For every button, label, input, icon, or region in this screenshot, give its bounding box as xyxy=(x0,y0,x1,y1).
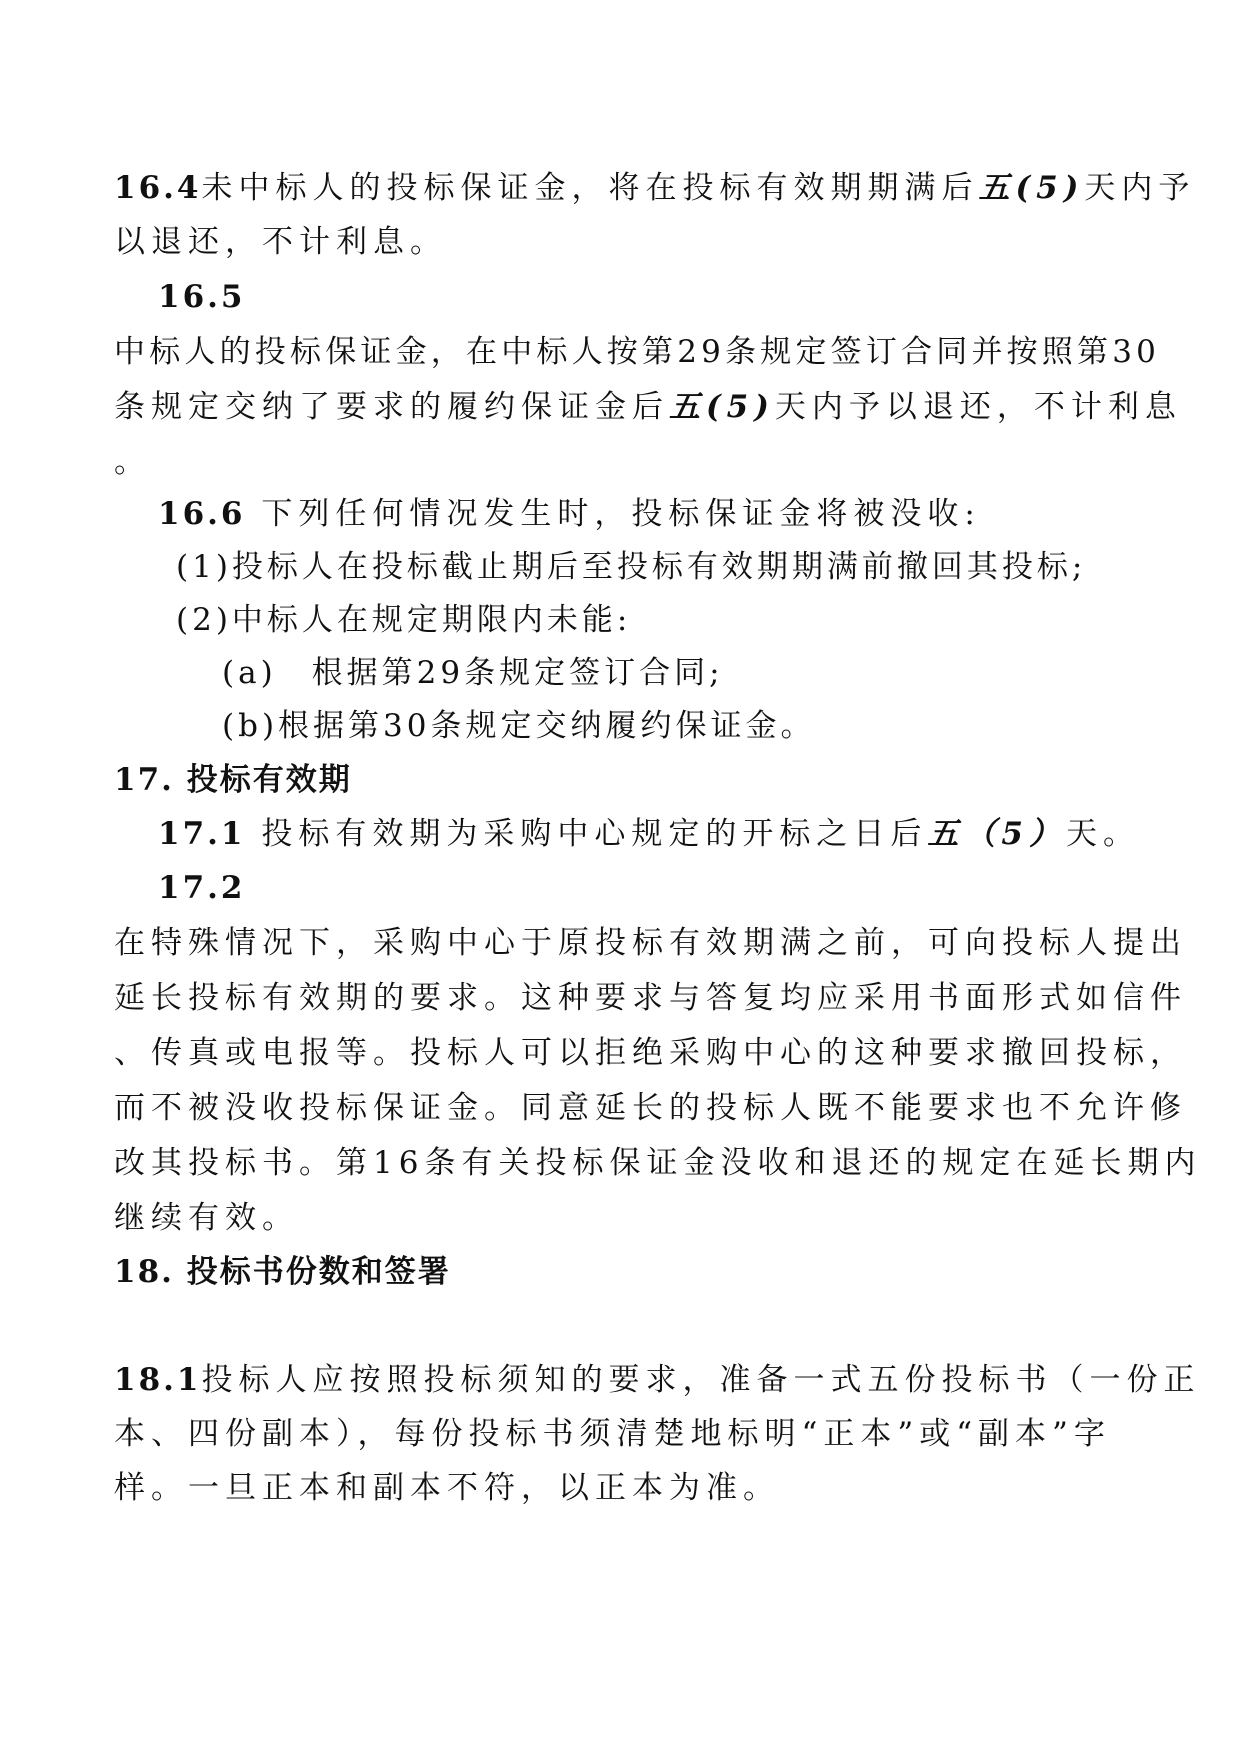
section-heading-17: 17. 投标有效期 xyxy=(114,762,352,798)
paragraph-17-2-line-5: 改其投标书。第16条有关投标保证金没收和退还的规定在延长期内 xyxy=(114,1145,1202,1181)
paragraph-17-2-line-6: 继续有效。 xyxy=(114,1200,299,1236)
clause-text: 投标有效期为采购中心规定的开标之日后 xyxy=(261,816,928,852)
paragraph-16-5-line-3: 。 xyxy=(114,444,151,480)
clause-number: 16.6 xyxy=(158,496,246,532)
clause-text: 下列任何情况发生时，投标保证金将被没收: xyxy=(261,496,981,532)
paragraph-18-1-line-1 xyxy=(114,1360,1201,1400)
days-emphasis: 五（5） xyxy=(927,816,1066,852)
clause-text: 投标人应按照投标须知的要求，准备一式五份投标书（一份正 xyxy=(201,1362,1201,1398)
paragraph-17-2-line-1: 在特殊情况下，采购中心于原投标有效期满之前，可向投标人提出 xyxy=(114,925,1187,961)
list-subitem-a: (a) 根据第29条规定签订合同; xyxy=(222,655,724,691)
clause-number: 17.1 xyxy=(158,816,246,852)
paragraph-16-4-line-2: 以退还，不计利息。 xyxy=(114,224,447,260)
clause-number: 16.4 xyxy=(114,170,202,206)
clause-text: 未中标人的投标保证金，将在投标有效期期满后 xyxy=(201,170,979,206)
list-item-1: (1)投标人在投标截止期后至投标有效期期满前撤回其投标; xyxy=(176,549,1087,585)
paragraph-17-2-line-4: 而不被没收投标保证金。同意延长的投标人既不能要求也不允许修 xyxy=(114,1090,1187,1126)
clause-text: 条规定交纳了要求的履约保证金后 xyxy=(114,389,669,425)
list-subitem-b: (b)根据第30条规定交纳履约保证金。 xyxy=(222,708,816,744)
paragraph-16-6-line-1 xyxy=(158,494,981,534)
clause-number-16-5: 16.5 xyxy=(158,279,246,315)
list-item-2: (2)中标人在规定期限内未能: xyxy=(176,602,632,638)
days-emphasis: 五(5) xyxy=(669,389,775,425)
paragraph-18-1-line-2: 本、四份副本），每份投标书须清楚地标明“正本”或“副本”字 xyxy=(114,1416,1111,1452)
paragraph-16-4-line-1 xyxy=(114,168,1195,208)
paragraph-16-5-line-1: 中标人的投标保证金，在中标人按第29条规定签订合同并按照第30 xyxy=(114,334,1161,370)
paragraph-16-5-line-2 xyxy=(114,387,1182,427)
paragraph-18-1-line-3: 样。一旦正本和副本不符，以正本为准。 xyxy=(114,1470,780,1506)
paragraph-17-2-line-2: 延长投标有效期的要求。这种要求与答复均应采用书面形式如信件 xyxy=(114,980,1187,1016)
paragraph-17-2-line-3: 、传真或电报等。投标人可以拒绝采购中心的这种要求撤回投标， xyxy=(114,1035,1187,1071)
clause-text-end: 天。 xyxy=(1065,816,1140,852)
days-emphasis: 五(5) xyxy=(978,170,1085,206)
paragraph-17-1 xyxy=(158,814,1140,854)
clause-number: 18.1 xyxy=(114,1362,202,1398)
clause-text-end: 天内予以退还，不计利息 xyxy=(774,389,1182,425)
section-heading-18: 18. 投标书份数和签署 xyxy=(114,1254,451,1290)
clause-number-17-2: 17.2 xyxy=(158,870,246,906)
clause-text-end: 天内予 xyxy=(1084,170,1196,206)
